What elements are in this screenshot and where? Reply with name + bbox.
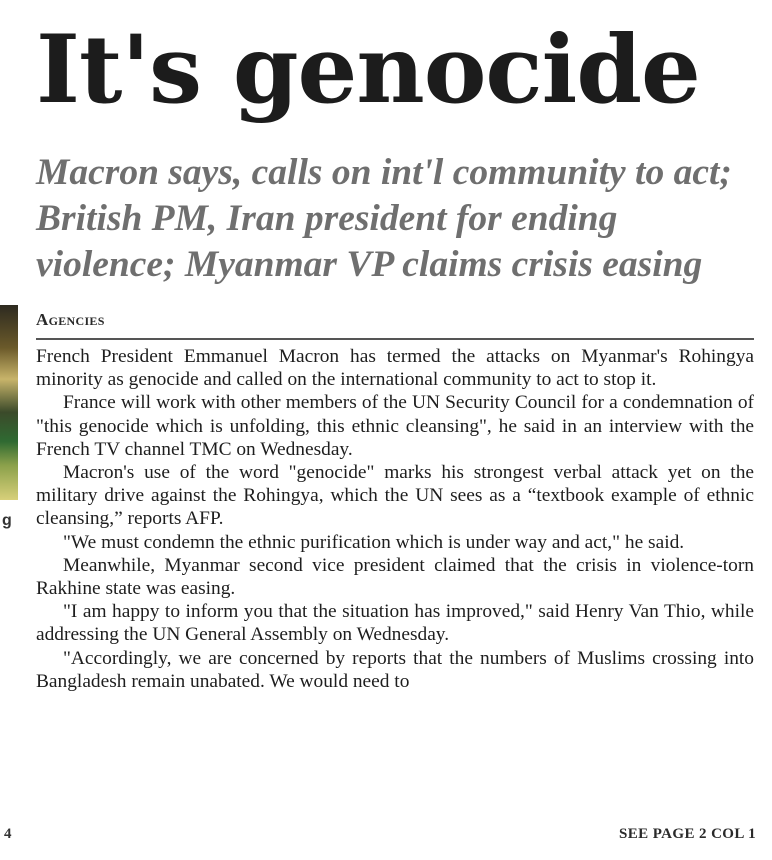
article-paragraph: Macron's use of the word "genocide" marks his strongest verbal attack yet on the military drive against the Rohingya, which the UN sees as a “textbook example of ethnic cleansing,” reports AFP.	[36, 462, 754, 530]
article-paragraph: "Accordingly, we are concerned by reports that the numbers of Muslims crossing into Bangladesh remain unabated. We would need to	[36, 647, 754, 692]
article-body	[36, 345, 754, 693]
article-paragraph: "I am happy to inform you that the situation has improved," said Henry Van Thio, while addressing the UN General Assembly on Wednesday.	[36, 601, 754, 646]
adjacent-photo-fragment	[0, 305, 18, 500]
continuation-link[interactable]: SEE PAGE 2 COL 1	[619, 826, 756, 842]
page-number: 4	[4, 826, 12, 842]
byline-rule	[36, 338, 754, 340]
article-paragraph: Meanwhile, Myanmar second vice president claimed that the crisis in violence-torn Rakhine state was easing.	[36, 554, 754, 600]
article-paragraph: France will work with other members of the UN Security Council for a condemnation of "this genocide which is unfolding, this ethnic cleansing", he said in an interview with the French TV channel TMC on Wednesday.	[36, 392, 754, 460]
article-paragraph: French President Emmanuel Macron has termed the attacks on Myanmar's Rohingya minority as genocide and called on the international community to act to stop it.	[36, 346, 754, 391]
article-paragraph: "We must condemn the ethnic purification which is under way and act," he said.	[63, 531, 685, 553]
headline: It's genocide	[36, 15, 700, 125]
subheadline: Macron says, calls on int'l community to act; British PM, Iran president for ending violence; Myanmar VP claims crisis easing	[36, 152, 732, 285]
adjacent-caption-fragment: g	[2, 512, 12, 529]
byline: Agencies	[36, 310, 105, 329]
